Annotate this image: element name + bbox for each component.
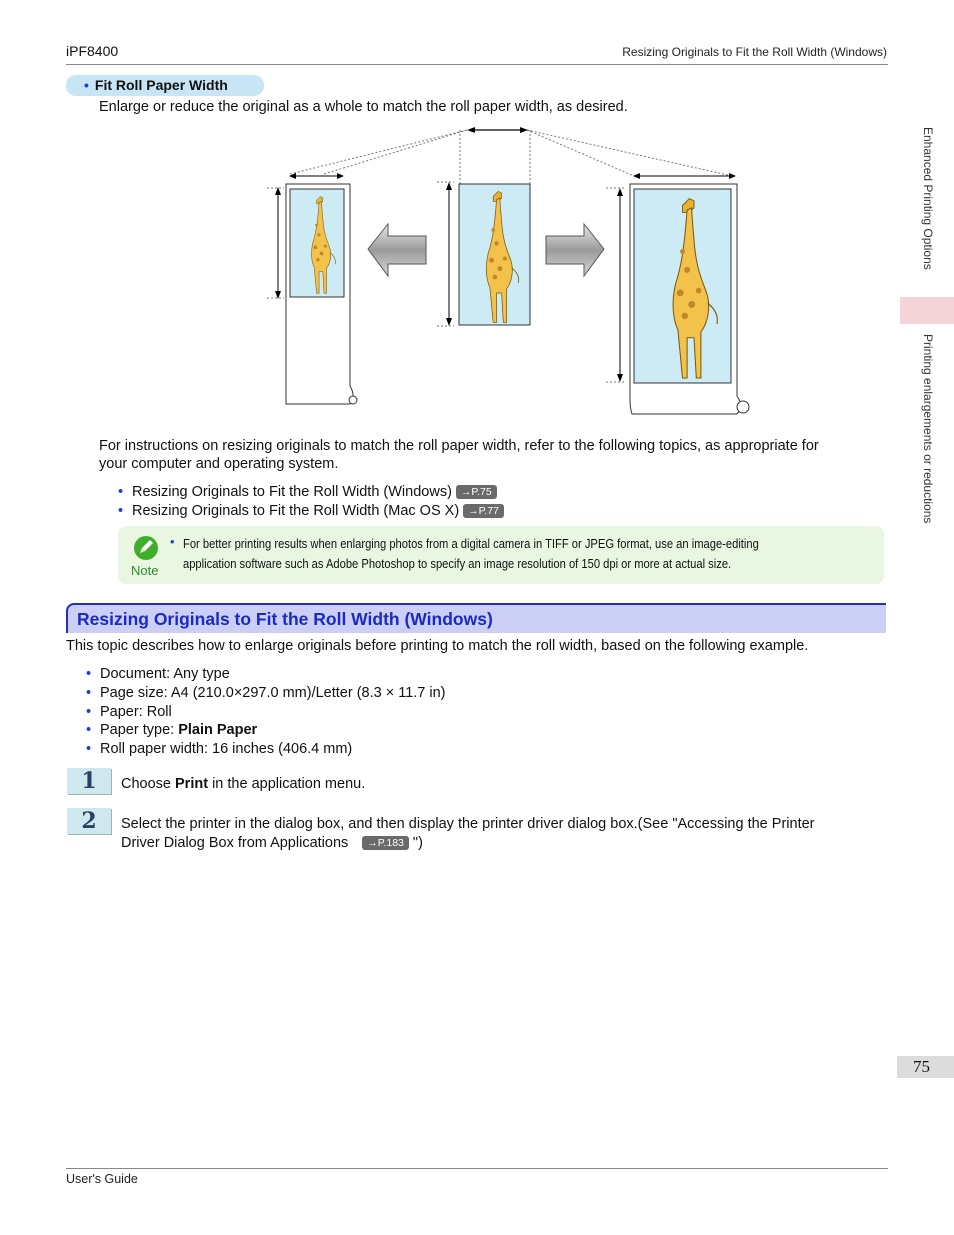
note-line-2: application software such as Adobe Photoshop to specify an image resolution of 150 dpi or more at actual size. [183,555,732,571]
section-title: Resizing Originals to Fit the Roll Width (Windows) [77,609,493,629]
page-ref-badge[interactable]: →P.183 [362,836,409,850]
footer-rule [66,1168,888,1169]
bullet-icon: • [86,703,92,720]
footer-title: User's Guide [66,1172,138,1186]
topic-link-windows[interactable] [118,483,497,501]
page-number: 75 [897,1056,954,1078]
step-number-1: 1 [67,768,111,794]
list-item: • Paper: Roll [86,703,172,720]
sidebar-section: Printing enlargements or reductions [921,334,935,524]
list-item: • Page size: A4 (210.0×297.0 mm)/Letter (8.3 × 11.7 in) [86,684,446,701]
note-text [183,534,873,573]
step-number-2: 2 [67,808,111,834]
instructions-line-1: For instructions on resizing originals to match the roll paper width, refer to the following topics, as appropriate for [99,438,819,454]
step-2-line-2: Driver Dialog Box from Applications →P.183 ") [121,835,423,851]
fit-roll-description: Enlarge or reduce the original as a whole to match the roll paper width, as desired. [99,99,628,115]
instructions-line-2: your computer and operating system. [99,456,339,472]
list-item: • Paper type: Plain Paper [86,722,258,739]
topic-link-mac[interactable] [118,502,504,520]
header-rule [66,64,888,65]
note-line-1: For better printing results when enlarging photos from a digital camera in TIFF or JPEG format, use an image-editing [183,536,759,551]
note-pencil-icon [131,534,161,562]
bullet-icon: • [86,741,92,758]
page-ref-badge[interactable]: →P.75 [456,485,497,499]
topic-link-label[interactable]: Resizing Originals to Fit the Roll Width (Mac OS X) [132,503,460,519]
resize-illustration [262,124,762,416]
bullet-icon: • [84,77,89,93]
sidebar-tab-marker [900,297,954,324]
sidebar-chapter: Enhanced Printing Options [921,127,935,270]
running-header: Resizing Originals to Fit the Roll Width (Windows) [622,45,887,59]
fit-roll-title: Fit Roll Paper Width [94,77,228,93]
note-label: Note [131,563,159,578]
bullet-icon: • [86,684,92,701]
section-intro: This topic describes how to enlarge originals before printing to match the roll width, based on the following example. [66,638,809,654]
bullet-icon: • [86,666,92,682]
fit-roll-heading [66,75,264,96]
bullet-icon: • [170,534,175,549]
step-1-text: Choose Print in the application menu. [121,776,366,792]
example-list [86,665,446,759]
list-item: • Roll paper width: 16 inches (406.4 mm) [86,741,353,758]
page-ref-badge[interactable]: →P.77 [463,504,504,518]
bullet-icon: • [118,484,124,500]
bullet-icon: • [118,503,124,519]
bullet-icon: • [86,722,92,739]
step-2-line-1: Select the printer in the dialog box, and then display the printer driver dialog box.(See "Accessing the Printer [121,816,815,832]
product-name: iPF8400 [66,43,119,59]
list-item: • Document: Any type [86,666,230,682]
topic-link-label[interactable]: Resizing Originals to Fit the Roll Width (Windows) [132,484,452,500]
